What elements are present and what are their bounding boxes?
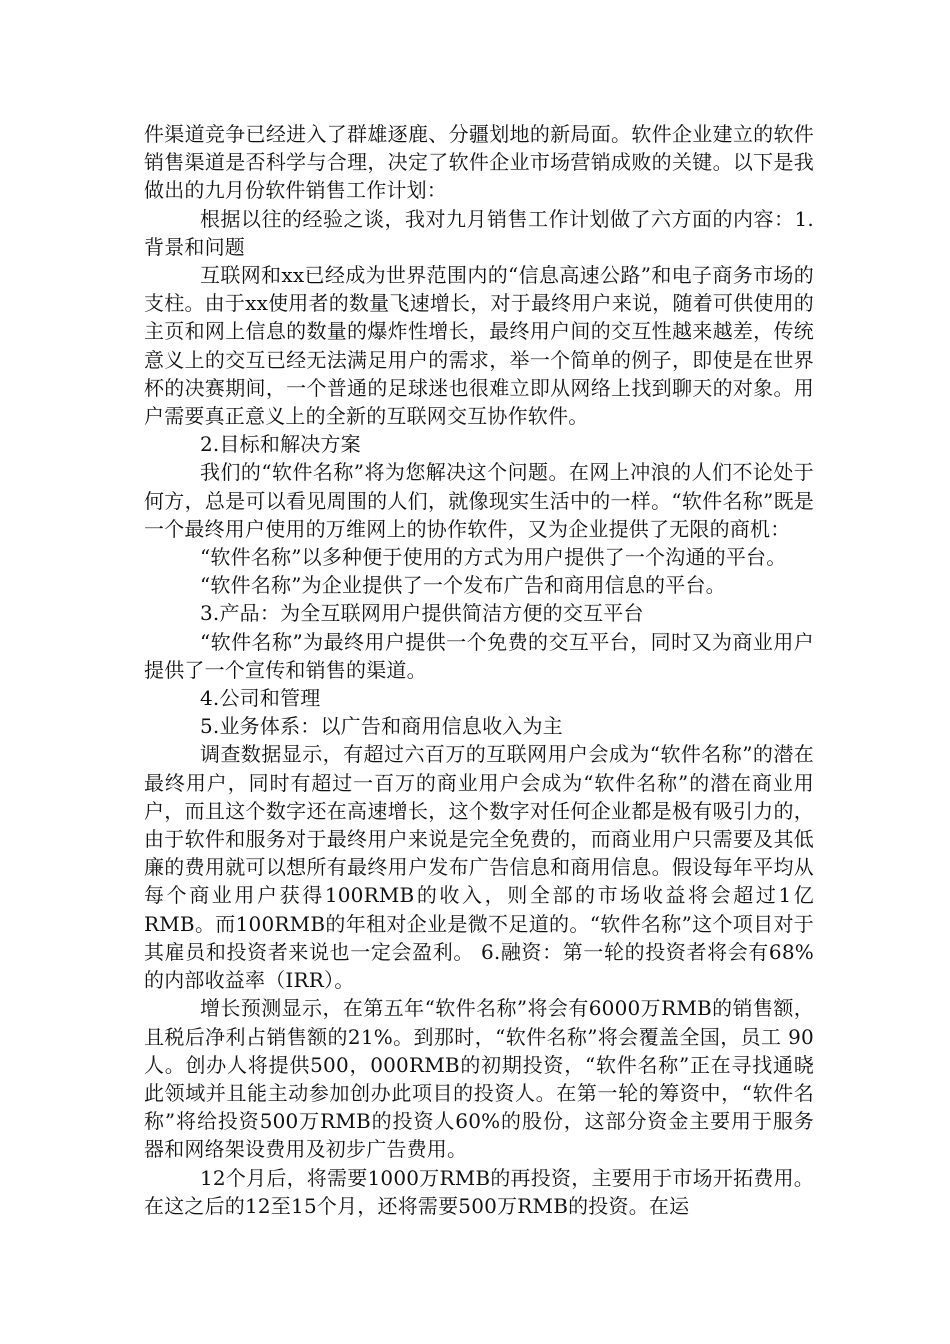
paragraph: 5.业务体系：以广告和商用信息收入为主 — [200, 714, 563, 739]
document-body — [144, 120, 814, 1220]
paragraph: 3.产品：为全互联网用户提供简洁方便的交互平台 — [200, 601, 644, 626]
paragraph: “软件名称”为企业提供了一个发布广告和商用信息的平台。 — [200, 573, 726, 598]
paragraph: 根据以往的经验之谈，我对九月销售工作计划做了六方面的内容：1.背景和问题 — [144, 206, 814, 259]
paragraph: 调查数据显示，有超过六百万的互联网用户会成为“软件名称”的潜在最终用户，同时有超过一百万的商业用户会成为“软件名称”的潜在商业用户，而且这个数字还在高速增长，这个数字对任何企业都是极有吸引力的，由于软件和服务对于最终用户来说是完全免费的，而商业用户只需要及其低廉的费用就可以想所有最终用户发布广告信息和商用信息。假设每年平均从每个商业用户获得100RMB的收入，则全部的市场收益将会超过1亿RMB。而100RMB的年租对企业是微不足道的。“软件名称”这个项目对于其雇员和投资者来说也一定会盈利。 6.融资：第一轮的投资者将会有68%的内部收益率（IRR）。 — [144, 742, 814, 993]
paragraph: 互联网和xx已经成为世界范围内的“信息高速公路”和电子商务市场的支柱。由于xx使用者的数量飞速增长，对于最终用户来说，随着可供使用的主页和网上信息的数量的爆炸性增长，最终用户间的交互性越来越差，传统意义上的交互已经无法满足用户的需求，举一个简单的例子，即使是在世界杯的决赛期间，一个普通的足球迷也很难立即从网络上找到聊天的对象。用户需要真正意义上的全新的互联网交互协作软件。 — [144, 263, 814, 429]
paragraph: 4.公司和管理 — [200, 686, 321, 711]
paragraph: 件渠道竞争已经进入了群雄逐鹿、分疆划地的新局面。软件企业建立的软件销售渠道是否科学与合理，决定了软件企业市场营销成败的关键。以下是我做出的九月份软件销售工作计划： — [144, 122, 814, 203]
paragraph: 12个月后，将需要1000万RMB的再投资，主要用于市场开拓费用。在这之后的12至15个月，还将需要500万RMB的投资。在运 — [144, 1165, 814, 1218]
paragraph: 2.目标和解决方案 — [200, 432, 361, 457]
paragraph: “软件名称”为最终用户提供一个免费的交互平台，同时又为商业用户提供了一个宣传和销售的渠道。 — [144, 629, 814, 682]
paragraph: 我们的“软件名称”将为您解决这个问题。在网上冲浪的人们不论处于何方，总是可以看见周围的人们，就像现实生活中的一样。“软件名称”既是一个最终用户使用的万维网上的协作软件，又为企业提供了无限的商机： — [144, 460, 814, 541]
paragraph: “软件名称”以多种便于使用的方式为用户提供了一个沟通的平台。 — [200, 545, 787, 570]
paragraph: 增长预测显示，在第五年“软件名称”将会有6000万RMB的销售额，且税后净利占销售额的21%。到那时，“软件名称”将会覆盖全国，员工 90人。创办人将提供500，000RMB的初期投资，“软件名称”正在寻找通晓此领域并且能主动参加创办此项目的投资人。在第一轮的筹资中，“软件名称”将给投资500万RMB的投资人60%的股份，这部分资金主要用于服务器和网络架设费用及初步广告费用。 — [144, 996, 814, 1162]
